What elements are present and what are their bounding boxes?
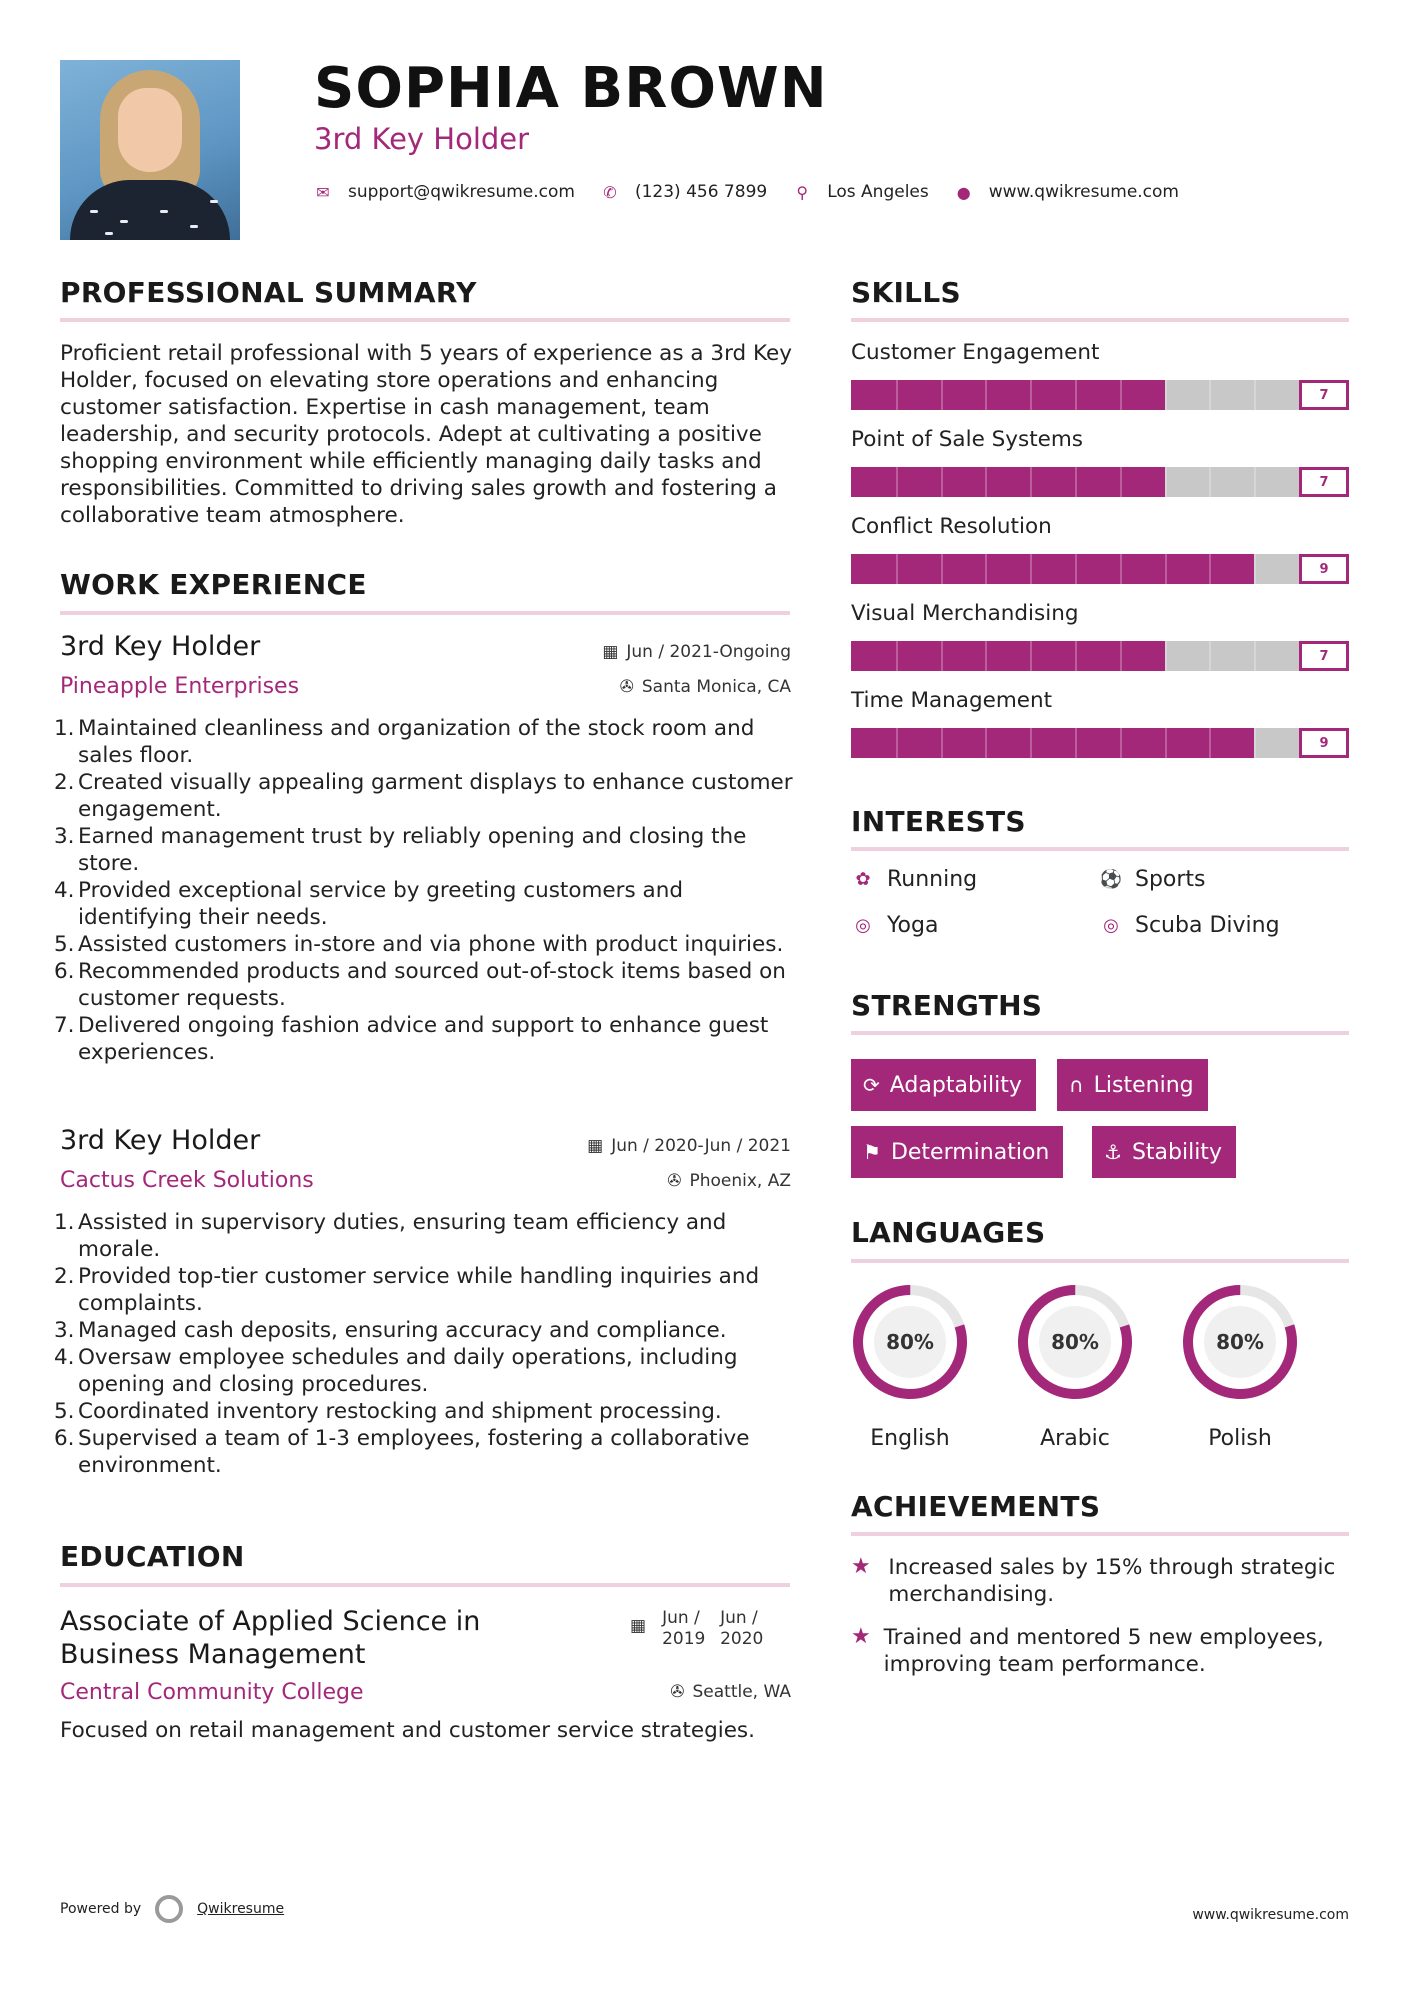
job-dates-text: Jun / 2021-Ongoing <box>626 642 791 662</box>
skill-bar <box>851 641 1349 671</box>
list-item: 5. Coordinated inventory restocking and shipment processing. <box>54 1399 722 1424</box>
globe-icon: ● <box>956 182 971 202</box>
skill-bar-fill <box>851 467 1165 497</box>
contact-phone[interactable]: (123) 456 7899 <box>634 182 768 202</box>
skill-label: Conflict Resolution <box>851 514 1052 539</box>
interest-item: ◎ Yoga <box>851 913 938 938</box>
job-company: Cactus Creek Solutions <box>60 1168 314 1193</box>
job-location <box>620 677 791 697</box>
anchor-icon: ⚓ <box>1104 1140 1122 1164</box>
skills-divider <box>851 318 1349 322</box>
skill-score: 7 <box>1299 380 1349 410</box>
summary-divider <box>60 318 790 322</box>
lifebuoy-icon: ◎ <box>1103 915 1119 936</box>
education-location: ✇ Seattle, WA <box>670 1682 791 1702</box>
education-description: Focused on retail management and customer service strategies. <box>60 1718 755 1743</box>
list-item: 6. Recommended products and sourced out-of-stock items based on customer requests. <box>54 959 786 1011</box>
list-item: 2. Created visually appealing garment displays to enhance customer engagement. <box>54 770 793 822</box>
skill-bar-fill <box>851 728 1254 758</box>
achievements-divider <box>851 1532 1349 1536</box>
job-duties-list <box>54 1209 800 1479</box>
calendar-icon: ▦ <box>630 1616 647 1636</box>
skill-score: 9 <box>1299 728 1349 758</box>
profile-photo <box>60 60 240 240</box>
pin-icon: ✇ <box>619 677 634 697</box>
language-name: Polish <box>1208 1426 1272 1451</box>
job-title: 3rd Key Holder <box>60 631 261 662</box>
list-item: 6. Supervised a team of 1-3 employees, fostering a collaborative environment. <box>54 1426 750 1478</box>
skill-bar <box>851 554 1349 584</box>
language-percent: 80% <box>1051 1330 1099 1354</box>
flag-icon: ⚑ <box>863 1140 881 1164</box>
strengths-divider <box>851 1031 1349 1035</box>
interests-heading: INTERESTS <box>851 805 1026 838</box>
refresh-icon: ⟳ <box>863 1073 880 1097</box>
language-ring <box>1178 1280 1302 1404</box>
list-item: 7. Delivered ongoing fashion advice and support to enhance guest experiences. <box>54 1013 769 1065</box>
skills-heading: SKILLS <box>851 276 961 309</box>
skill-bar-fill <box>851 641 1165 671</box>
languages-divider <box>851 1259 1349 1263</box>
skill-bar-fill <box>851 554 1254 584</box>
powered-by-text: Powered by <box>60 1901 142 1917</box>
job-location-text: Phoenix, AZ <box>689 1171 791 1191</box>
job-title: 3rd Key Holder <box>60 1125 261 1156</box>
skill-label: Point of Sale Systems <box>851 427 1084 452</box>
skill-bar <box>851 467 1349 497</box>
language-name: Arabic <box>1040 1426 1110 1451</box>
job-dates <box>587 1136 791 1156</box>
strengths-heading: STRENGTHS <box>851 989 1043 1022</box>
job-location-text: Santa Monica, CA <box>641 677 791 697</box>
phone-icon: ✆ <box>603 182 617 202</box>
calendar-icon: ▦ <box>602 642 619 662</box>
summary-text: Proficient retail professional with 5 years of experience as a 3rd Key Holder, focused on elevating store operations and enhancing customer satisfaction. Expertise in cash management, team leadership, and security protocols. Adept at cultivating a positive shopping environment while efficiently managing daily tasks and responsibilities. Committed to driving sales growth and fostering a collaborative team atmosphere. <box>60 341 792 528</box>
education-dates <box>630 1608 772 1650</box>
skill-score: 9 <box>1299 554 1349 584</box>
achievements-heading: ACHIEVEMENTS <box>851 1490 1101 1523</box>
interest-item: ✿ Running <box>851 867 977 892</box>
experience-divider <box>60 611 790 615</box>
paw-icon: ✿ <box>855 869 871 890</box>
contact-location: Los Angeles <box>827 182 929 202</box>
education-end: Jun / 2020 <box>720 1608 764 1649</box>
achievement-item: ★ Increased sales by 15% through strategic merchandising. <box>851 1554 1336 1607</box>
skill-bar <box>851 728 1349 758</box>
qwikresume-logo-icon <box>155 1895 183 1923</box>
interest-item: ⚽ Sports <box>1099 867 1206 892</box>
strength-badge: ⚑ Determination <box>851 1126 1063 1178</box>
list-item: 3. Managed cash deposits, ensuring accuracy and compliance. <box>54 1318 727 1343</box>
language-item <box>1013 1280 1137 1451</box>
list-item: 1. Maintained cleanliness and organization of the stock room and sales floor. <box>54 716 755 768</box>
footer-powered-by <box>60 1895 284 1923</box>
language-percent: 80% <box>1216 1330 1264 1354</box>
candidate-name: SOPHIA BROWN <box>314 56 828 121</box>
envelope-icon: ✉ <box>316 182 330 202</box>
pin-icon: ✇ <box>667 1171 682 1191</box>
star-icon: ★ <box>851 1624 871 1649</box>
job-dates <box>602 642 791 662</box>
skill-bar <box>851 380 1349 410</box>
list-item: 3. Earned management trust by reliably opening and closing the store. <box>54 824 747 876</box>
calendar-icon: ▦ <box>587 1136 604 1156</box>
education-heading: EDUCATION <box>60 1540 245 1573</box>
pin-icon: ✇ <box>670 1682 685 1702</box>
skill-label: Visual Merchandising <box>851 601 1079 626</box>
skill-label: Time Management <box>851 688 1053 713</box>
language-percent: 80% <box>886 1330 934 1354</box>
list-item: 4. Provided exceptional service by greeting customers and identifying their needs. <box>54 878 683 930</box>
map-marker-icon: ⚲ <box>796 182 809 202</box>
star-icon: ★ <box>851 1554 871 1579</box>
list-item: 2. Provided top-tier customer service while handling inquiries and complaints. <box>54 1264 760 1316</box>
skill-label: Customer Engagement <box>851 340 1100 365</box>
interest-item: ◎ Scuba Diving <box>1099 913 1280 938</box>
language-item <box>1178 1280 1302 1451</box>
lifebuoy-icon: ◎ <box>855 915 871 936</box>
contact-bar <box>314 180 1205 204</box>
list-item: 5. Assisted customers in-store and via phone with product inquiries. <box>54 932 784 957</box>
brand-link[interactable]: Qwikresume <box>197 1901 285 1917</box>
strength-badge: ∩ Listening <box>1057 1059 1208 1111</box>
school-name: Central Community College <box>60 1680 364 1705</box>
skill-score: 7 <box>1299 467 1349 497</box>
languages-heading: LANGUAGES <box>851 1216 1046 1249</box>
skill-bar-fill <box>851 380 1165 410</box>
language-name: English <box>870 1426 950 1451</box>
degree-title: Associate of Applied Science in Business Management <box>60 1606 481 1670</box>
soccer-ball-icon: ⚽ <box>1099 869 1123 890</box>
job-location <box>667 1171 791 1191</box>
job-dates-text: Jun / 2020-Jun / 2021 <box>611 1136 791 1156</box>
language-ring <box>1013 1280 1137 1404</box>
strength-badge: ⚓ Stability <box>1092 1126 1236 1178</box>
list-item: 1. Assisted in supervisory duties, ensuring team efficiency and morale. <box>54 1210 727 1262</box>
education-start: Jun / 2019 <box>662 1608 706 1649</box>
skill-score: 7 <box>1299 641 1349 671</box>
strength-badge: ⟳ Adaptability <box>851 1059 1036 1111</box>
footer-site[interactable]: www.qwikresume.com <box>1192 1907 1349 1923</box>
contact-website[interactable]: www.qwikresume.com <box>988 182 1179 202</box>
language-item <box>848 1280 972 1451</box>
language-ring <box>848 1280 972 1404</box>
list-item: 4. Oversaw employee schedules and daily operations, including opening and closing procedures. <box>54 1345 738 1397</box>
contact-email[interactable]: support@qwikresume.com <box>348 182 575 202</box>
education-divider <box>60 1583 790 1587</box>
headphones-icon: ∩ <box>1069 1073 1084 1097</box>
job-duties-list <box>54 715 800 1066</box>
achievement-item: ★ Trained and mentored 5 new employees, improving team performance. <box>851 1624 1324 1677</box>
summary-heading: PROFESSIONAL SUMMARY <box>60 276 477 309</box>
interests-divider <box>851 847 1349 851</box>
experience-heading: WORK EXPERIENCE <box>60 568 367 601</box>
candidate-title: 3rd Key Holder <box>314 122 530 156</box>
job-company: Pineapple Enterprises <box>60 674 300 699</box>
